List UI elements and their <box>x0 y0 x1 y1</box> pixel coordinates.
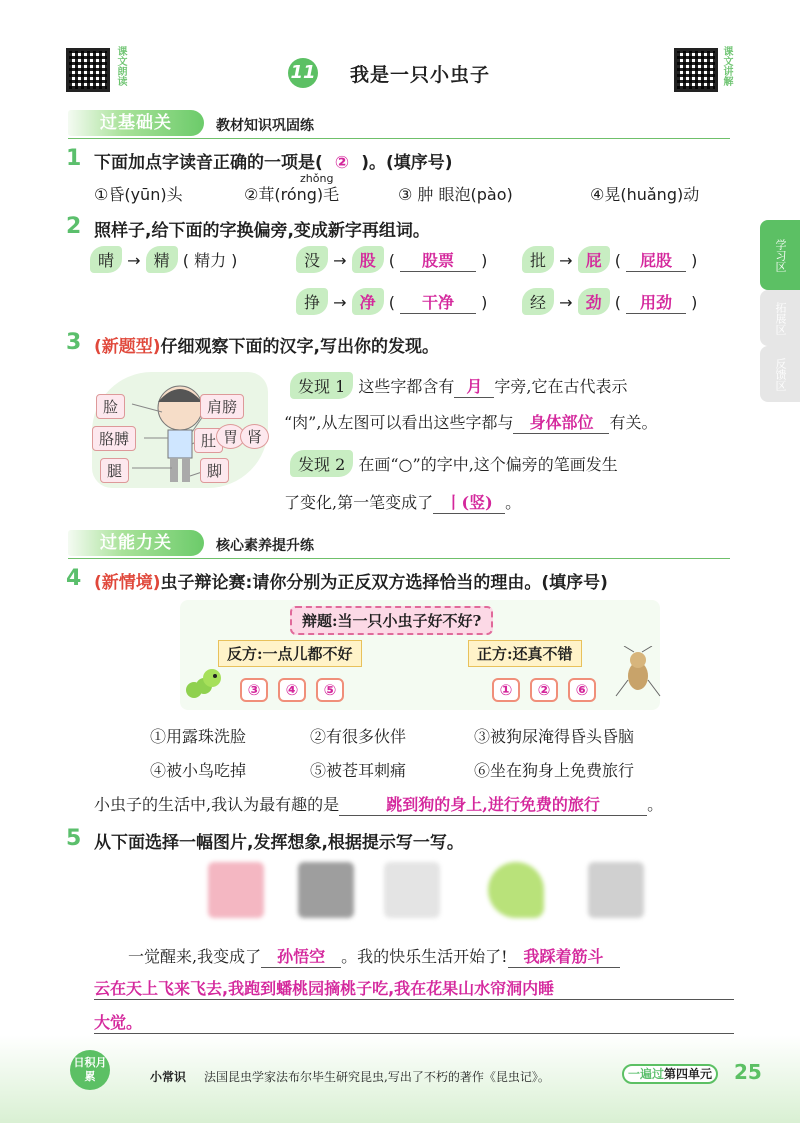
q1-option-2: ②茸(róng)毛 <box>244 185 340 204</box>
lesson-number: 11 <box>288 58 318 88</box>
side-tab-extend[interactable]: 拓展区 <box>760 290 800 346</box>
qr-left-label: 课文朗读 <box>115 46 126 86</box>
q2-item-4: 经 → 劲 ( 用劲 ) <box>522 288 697 315</box>
con-answer-3: ⑤ <box>316 678 344 702</box>
char-wei-circled: 胃 <box>216 424 245 449</box>
char-jiao: 脚 <box>200 458 229 483</box>
q2-example: 晴 → 精 ( 精力 ) <box>90 246 237 273</box>
side-tab-study[interactable]: 学习区 <box>760 220 800 290</box>
section-divider <box>68 138 730 139</box>
picture-option-cat[interactable] <box>298 862 354 918</box>
q1-pinyin-hint: zhǒng <box>300 172 334 185</box>
con-answers <box>240 678 354 702</box>
debate-pro-label: 正方:还真不错 <box>468 640 582 667</box>
debate-con-label: 反方:一点儿都不好 <box>218 640 362 667</box>
q2-item-3: 挣 → 净 ( 干净 ) <box>296 288 487 315</box>
char-lian: 脸 <box>96 394 125 419</box>
q3-finding-1-line1: 发现 1 这些字都含有 月 字旁,它在古代表示 <box>290 372 627 399</box>
question-number-1: 1 <box>66 146 82 171</box>
question-1-text: 下面加点字读音正确的一项是( ② )。(填序号) <box>94 153 453 173</box>
question-number-2: 2 <box>66 214 82 239</box>
qr-code-left[interactable] <box>66 48 110 92</box>
q1-answer: ② <box>334 153 350 173</box>
q3-finding-2-line2: 了变化,第一笔变成了 丨(竖) 。 <box>284 490 521 514</box>
question-3-text: (新题型)仔细观察下面的汉字,写出你的发现。 <box>94 337 440 357</box>
char-jianbang: 肩膀 <box>200 394 244 419</box>
section-subtitle-basic: 教材知识巩固练 <box>216 118 314 134</box>
question-2-text: 照样子,给下面的字换偏旁,变成新字再组词。 <box>94 221 430 241</box>
question-4-text: (新情境)虫子辩论赛:请你分别为正反双方选择恰当的理由。(填序号) <box>94 573 608 593</box>
char-gebo: 胳膊 <box>92 426 136 451</box>
char-tui: 腿 <box>100 458 129 483</box>
cricket-icon <box>614 646 664 702</box>
section-divider-2 <box>68 558 730 559</box>
reason-6: ⑥坐在狗身上免费旅行 <box>474 761 635 780</box>
reason-3: ③被狗尿淹得昏头昏脑 <box>474 727 635 746</box>
pro-answer-3: ⑥ <box>568 678 596 702</box>
side-tab-feedback[interactable]: 反馈区 <box>760 346 800 402</box>
q2-item-2: 批 → 屁 ( 屁股 ) <box>522 246 697 273</box>
con-answer-2: ④ <box>278 678 306 702</box>
qr-right-label: 课文讲解 <box>721 46 732 86</box>
lesson-title: 我是一只小虫子 <box>350 64 491 86</box>
q3-finding-2-line1: 发现 2 在画“○”的字中,这个偏旁的笔画发生 <box>290 450 618 477</box>
reason-5: ⑤被苍耳刺痛 <box>310 761 407 780</box>
q1-option-3: ③ 肿 眼泡(pào) <box>398 185 513 204</box>
char-du: 肚 <box>194 428 223 453</box>
pro-answers <box>492 678 606 702</box>
q1-option-1: ①昏(yūn)头 <box>94 185 183 204</box>
question-number-4: 4 <box>66 566 82 591</box>
pro-answer-1: ① <box>492 678 520 702</box>
picture-option-bird[interactable] <box>384 862 440 918</box>
char-shen-circled: 肾 <box>240 424 269 449</box>
qr-code-right[interactable] <box>674 48 718 92</box>
pro-answer-2: ② <box>530 678 558 702</box>
page-number: 25 <box>734 1060 762 1084</box>
footer-tip-label: 小常识 <box>150 1070 187 1084</box>
q3-finding-1-line2: “肉”,从左图可以看出这些字都与 身体部位 有关。 <box>284 410 657 434</box>
picture-option-monkey[interactable] <box>208 862 264 918</box>
section-tag-ability: 过能力关 <box>68 530 204 556</box>
footer-tip-text: 法国昆虫学家法布尔毕生研究昆虫,写出了不朽的著作《昆虫记》。 <box>204 1070 550 1084</box>
con-answer-1: ③ <box>240 678 268 702</box>
footer-unit-badge: 一遍过第四单元 <box>622 1064 718 1084</box>
q4-fun-line: 小虫子的生活中,我认为最有趣的是 跳到狗的身上,进行免费的旅行 。 <box>94 792 663 816</box>
q5-line-1: 一觉醒来,我变成了 孙悟空 。我的快乐生活开始了! 我踩着筋斗 <box>128 944 620 968</box>
section-subtitle-ability: 核心素养提升练 <box>216 538 314 554</box>
caterpillar-icon <box>184 660 224 700</box>
debate-title: 辩题:当一只小虫子好不好? <box>290 606 493 635</box>
reason-1: ①用露珠洗脸 <box>150 727 247 746</box>
question-number-3: 3 <box>66 330 82 355</box>
picture-option-ghost[interactable] <box>588 862 644 918</box>
q5-line-2: 云在天上飞来飞去,我跑到蟠桃园摘桃子吃,我在花果山水帘洞内睡 <box>94 976 734 1000</box>
reason-4: ④被小鸟吃掉 <box>150 761 247 780</box>
picture-option-leaf[interactable] <box>488 862 544 918</box>
footer-badge: 日积月累 <box>70 1050 110 1090</box>
question-5-text: 从下面选择一幅图片,发挥想象,根据提示写一写。 <box>94 833 464 853</box>
q2-item-1: 没 → 股 ( 股票 ) <box>296 246 487 273</box>
question-number-5: 5 <box>66 826 82 851</box>
section-tag-basic: 过基础关 <box>68 110 204 136</box>
q5-line-3: 大觉。 <box>94 1010 734 1034</box>
q1-option-4: ④晃(huǎng)动 <box>590 185 700 204</box>
reason-2: ②有很多伙伴 <box>310 727 407 746</box>
